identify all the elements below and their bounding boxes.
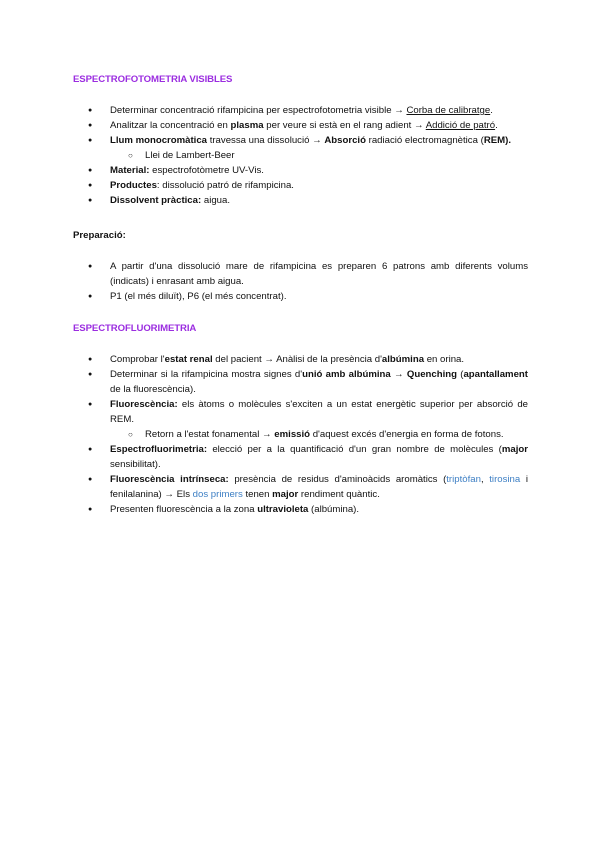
list-item: ● Material: espectrofotòmetre UV-Vis. <box>0 163 600 178</box>
highlight-tirosina: tirosina <box>489 474 521 485</box>
list-item: ● Presenten fluorescència a la zona ultravioleta (albúmina). <box>0 502 600 517</box>
list-item: ● Analitzar la concentració en plasma per veure si està en el rang adient → Addició de patró. <box>0 118 600 133</box>
espectrofotometria-list <box>0 103 600 208</box>
section-heading-espectrofluorimetria: ESPECTROFLUORIMETRIA <box>73 323 197 334</box>
list-item: ● A partir d'una dissolució mare de rifampicina es preparen 6 patrons amb diferents volums (indicats) i enrasant amb aigua. <box>0 259 600 289</box>
list-item: ● Determinar si la rifampicina mostra signes d'unió amb albúmina → Quenching (apantallament de la fluorescència). <box>0 367 600 397</box>
list-item: ● Fluorescència: els àtoms o molècules s'exciten a un estat energètic superior per absorció de REM. <box>0 397 600 427</box>
link-addicio-patro: Addició de patró <box>425 120 496 131</box>
espectrofluorimetria-list <box>0 352 600 517</box>
section-heading-espectrofotometria: ESPECTROFOTOMETRIA VISIBLES <box>73 74 233 85</box>
sub-list-item: ○ Retorn a l'estat fonamental → emissió d'aquest excés d'energia en forma de fotons. <box>0 427 600 442</box>
list-item: ● Llum monocromàtica travessa una dissolució → Absorció radiació electromagnètica (REM). <box>0 133 600 148</box>
preparacio-list <box>0 259 600 304</box>
list-item: ● P1 (el més diluït), P6 (el més concentrat). <box>0 289 600 304</box>
list-item: ● Determinar concentració rifampicina per espectrofotometria visible → Corba de calibratge. <box>0 103 600 118</box>
preparacio-heading: Preparació: <box>73 230 126 241</box>
sub-list-item: ○ Llei de Lambert-Beer <box>0 148 600 163</box>
list-item: ● Comprobar l'estat renal del pacient → Anàlisi de la presència d'albúmina en orina. <box>0 352 600 367</box>
link-corba-calibratge: Corba de calibratge <box>406 105 491 116</box>
highlight-triptofan: triptòfan <box>446 474 481 485</box>
list-item: ● Dissolvent pràctica: aigua. <box>0 193 600 208</box>
list-item: ● Fluorescència intrínseca: presència de residus d'aminoàcids aromàtics (triptòfan, tirosina i fenilalanina) → Els dos primers tenen major rendiment quàntic. <box>0 472 600 502</box>
highlight-dos-primers: dos primers <box>192 489 243 500</box>
list-item: ● Espectrofluorimetria: elecció per a la quantificació d'un gran nombre de molècules (major sensibilitat). <box>0 442 600 472</box>
list-item: ● Productes: dissolució patró de rifampicina. <box>0 178 600 193</box>
